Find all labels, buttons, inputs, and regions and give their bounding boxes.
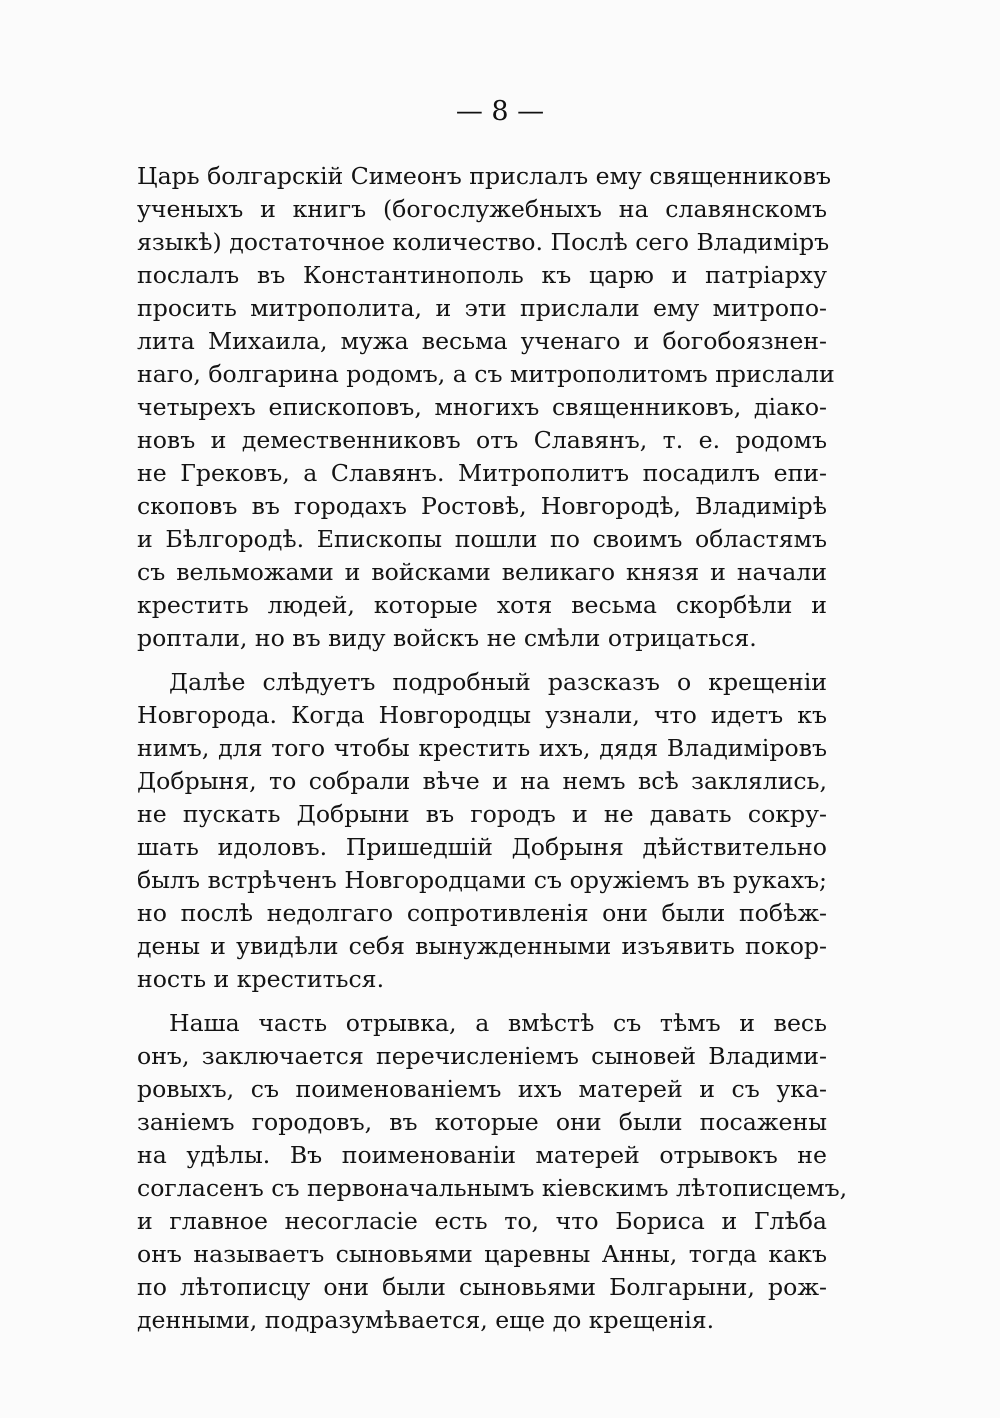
text-line: Царь болгарскій Симеонъ прислалъ ему священниковъ (137, 162, 831, 190)
text-line: роптали, но въ виду войскъ не смѣли отрицаться. (137, 624, 757, 652)
text-line: Добрыня, то собрали вѣче и на немъ всѣ заклялись, (137, 767, 827, 795)
text-line: крестить людей, которые хотя весьма скорбѣли и (137, 591, 827, 619)
text-line: на удѣлы. Въ поименованіи матерей отрывокъ не (137, 1141, 827, 1169)
text-line: не пускать Добрыни въ городъ и не давать сокру- (137, 800, 827, 828)
text-line: не Грековъ, а Славянъ. Митрополитъ посадилъ епи- (137, 459, 827, 487)
text-line: Далѣе слѣдуетъ подробный разсказъ о крещеніи (169, 668, 827, 696)
text-line: и Бѣлгородѣ. Епископы пошли по своимъ областямъ (137, 525, 827, 553)
text-line: ученыхъ и книгъ (богослужебныхъ на славянскомъ (137, 195, 827, 223)
text-line: но послѣ недолгаго сопротивленія они были побѣж- (137, 899, 827, 927)
text-line: онъ называетъ сыновьями царевны Анны, тогда какъ (137, 1240, 827, 1268)
text-line: денными, подразумѣвается, еще до крещенія. (137, 1306, 715, 1334)
text-line: ровыхъ, съ поименованіемъ ихъ матерей и съ ука- (137, 1075, 827, 1103)
text-line: былъ встрѣченъ Новгородцами съ оружіемъ въ рукахъ; (137, 866, 827, 894)
text-line: лита Михаила, мужа весьма ученаго и богобоязнен- (137, 327, 827, 355)
text-line: новъ и демественниковъ отъ Славянъ, т. е. родомъ (137, 426, 827, 454)
text-line: шать идоловъ. Пришедшій Добрыня дѣйствительно (137, 833, 827, 861)
paragraph-gap (137, 996, 827, 1007)
text-line: согласенъ съ первоначальнымъ кіевскимъ лѣтописцемъ, (137, 1174, 848, 1202)
text-line: ность и креститься. (137, 965, 385, 993)
body-text (137, 160, 848, 1337)
paragraph-gap (137, 655, 827, 666)
text-line: наго, болгарина родомъ, а съ митрополитомъ прислали (137, 360, 835, 388)
paragraph (137, 160, 835, 655)
text-line: онъ, заключается перечисленіемъ сыновей Владими- (137, 1042, 827, 1070)
text-line: Наша часть отрывка, а вмѣстѣ съ тѣмъ и весь (169, 1009, 827, 1037)
text-line: Новгорода. Когда Новгородцы узнали, что идетъ къ (137, 701, 827, 729)
page-number: — 8 — (455, 96, 545, 127)
paragraph (137, 1007, 848, 1337)
text-line: и главное несогласіе есть то, что Бориса и Глѣба (137, 1207, 827, 1235)
text-line: четырехъ епископовъ, многихъ священниковъ, діако- (137, 393, 827, 421)
text-line: дены и увидѣли себя вынужденными изъявить покор- (137, 932, 827, 960)
text-line: по лѣтописцу они были сыновьями Болгарыни, рож- (137, 1273, 827, 1301)
paragraph (137, 666, 827, 996)
text-line: нимъ, для того чтобы крестить ихъ, дядя Владиміровъ (137, 734, 827, 762)
text-line: скоповъ въ городахъ Ростовѣ, Новгородѣ, Владимірѣ (137, 492, 827, 520)
text-line: съ вельможами и войсками великаго князя и начали (137, 558, 827, 586)
text-line: просить митрополита, и эти прислали ему митропо- (137, 294, 827, 322)
text-line: заніемъ городовъ, въ которые они были посажены (137, 1108, 827, 1136)
text-line: языкѣ) достаточное количество. Послѣ сего Владиміръ (137, 228, 830, 256)
text-line: послалъ въ Константинополь къ царю и патріарху (137, 261, 827, 289)
